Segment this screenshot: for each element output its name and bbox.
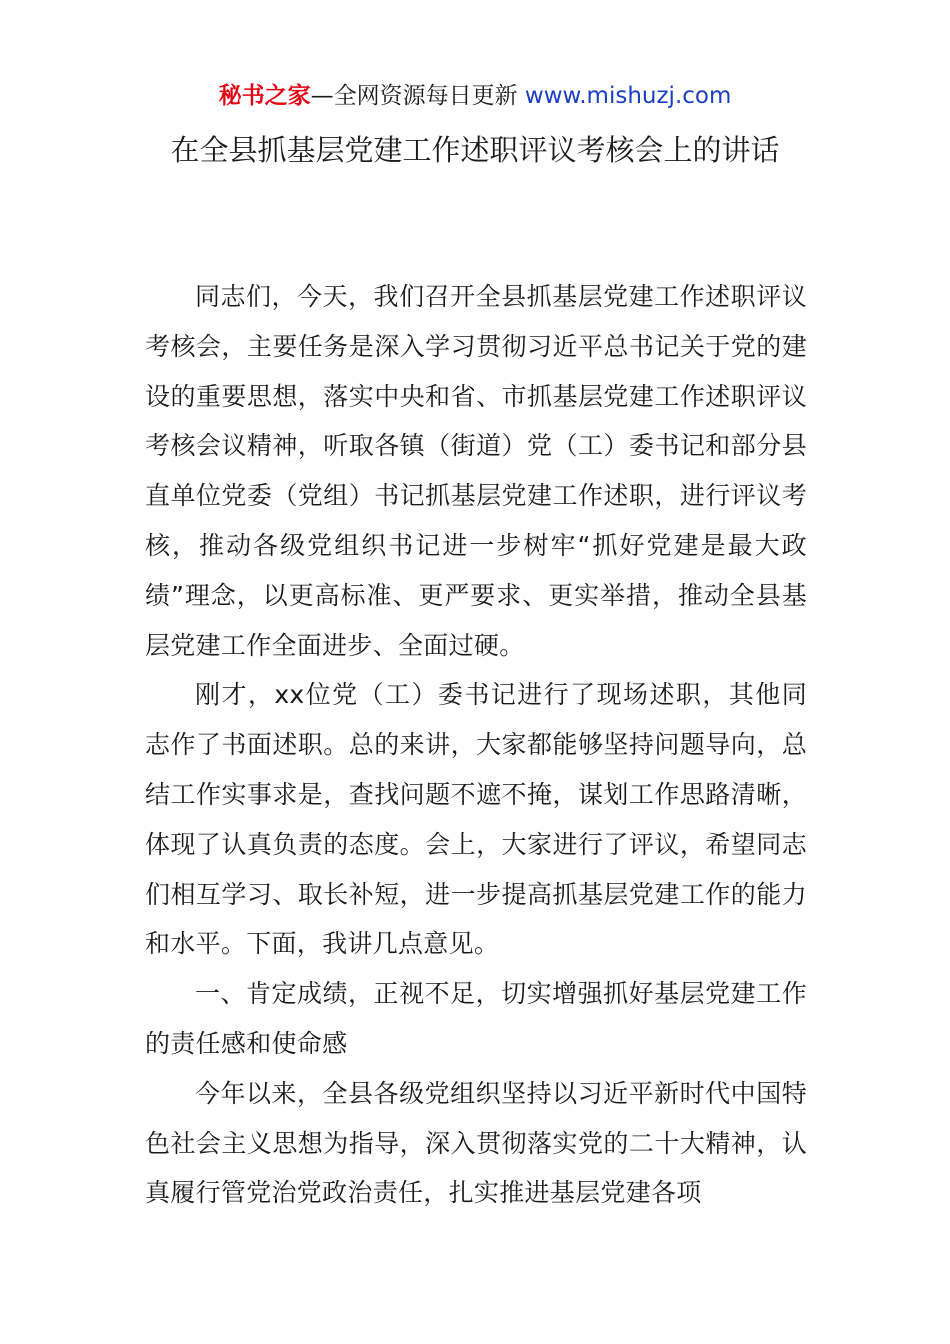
document-body: [145, 272, 807, 1218]
section-heading-1: 一、肯定成绩，正视不足，切实增强抓好基层党建工作的责任感和使命感: [145, 979, 807, 1058]
site-slogan: —全网资源每日更新: [310, 83, 525, 109]
site-name: 秘书之家: [218, 83, 311, 109]
paragraph-intro: 同志们，今天，我们召开全县抓基层党建工作述职评议考核会，主要任务是深入学习贯彻习近平总书记关于党的建设的重要思想，落实中央和省、市抓基层党建工作述职评议考核会议精神，听取各镇（街道）党（工）委书记和部分县直单位党委（党组）书记抓基层党建工作述职，进行评议考核，推动各级党组织书记进一步树牢“抓好党建是最大政绩”理念，以更高标准、更严要求、更实举措，推动全县基层党建工作全面进步、全面过硬。: [145, 282, 807, 660]
document-title: 在全县抓基层党建工作述职评议考核会上的讲话: [170, 133, 780, 167]
site-banner: [0, 80, 950, 112]
paragraph-achievements: 今年以来，全县各级党组织坚持以习近平新时代中国特色社会主义思想为指导，深入贯彻落实党的二十大精神，认真履行管党治党政治责任，扎实推进基层党建各项: [145, 1078, 807, 1208]
paragraph-review: 刚才，xx位党（工）委书记进行了现场述职，其他同志作了书面述职。总的来讲，大家都能够坚持问题导向，总结工作实事求是，查找问题不遮不掩，谋划工作思路清晰，体现了认真负责的态度。会上，大家进行了评议，希望同志们相互学习、取长补短，进一步提高抓基层党建工作的能力和水平。下面，我讲几点意见。: [145, 680, 807, 959]
site-url[interactable]: www.mishuzj.com: [524, 83, 732, 109]
